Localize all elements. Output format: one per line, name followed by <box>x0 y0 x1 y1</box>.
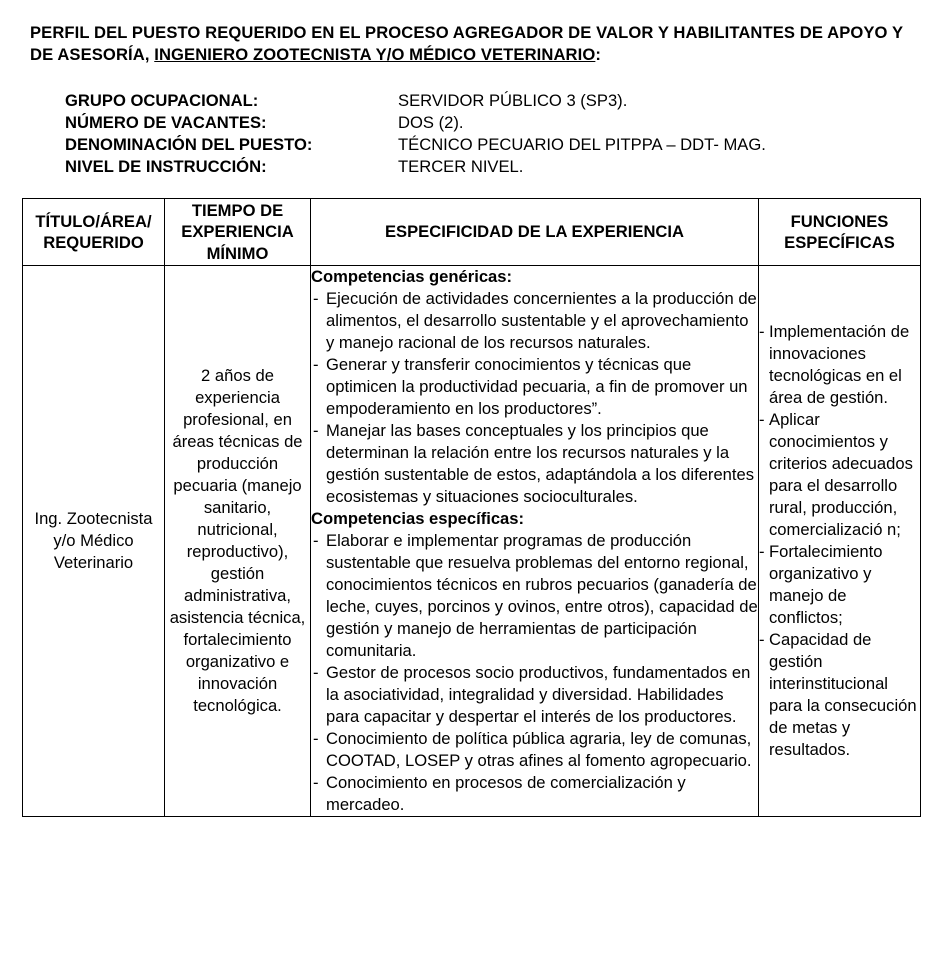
meta-label: GRUPO OCUPACIONAL: <box>65 91 259 110</box>
list-item <box>759 629 920 761</box>
list-item <box>311 662 758 728</box>
list-item <box>759 409 920 541</box>
profile-table <box>22 198 921 817</box>
meta-label: NIVEL DE INSTRUCCIÓN: <box>65 157 267 176</box>
meta-value: SERVIDOR PÚBLICO 3 (SP3). <box>398 91 628 110</box>
title-text: PERFIL DEL PUESTO REQUERIDO EN EL PROCESO AGREGADOR DE VALOR Y HABILITANTES DE APOYO Y DE ASESORÍA, <box>30 23 903 64</box>
dash-bullet: - <box>313 773 319 792</box>
table-header-row <box>23 199 921 266</box>
list-item-text: Aplicar conocimientos y criterios adecuados para el desarrollo rural, producción, comercializació n; <box>769 410 913 539</box>
meta-row <box>65 112 766 134</box>
list-item <box>311 530 758 662</box>
dash-bullet: - <box>313 421 319 440</box>
dash-bullet: - <box>313 531 319 550</box>
list-item-text: Ejecución de actividades concernientes a la producción de alimentos, el desarrollo sustentable y el aprovechamiento y manejo racional de los recursos naturales. <box>326 289 757 352</box>
list-item-text: Implementación de innovaciones tecnológicas en el área de gestión. <box>769 322 910 407</box>
meta-value: TÉCNICO PECUARIO DEL PITPPA – DDT- MAG. <box>398 135 766 154</box>
meta-row <box>65 134 766 156</box>
header-functions: FUNCIONES ESPECÍFICAS <box>759 199 921 266</box>
header-title-area: TÍTULO/ÁREA/ REQUERIDO <box>23 199 165 266</box>
meta-label: DENOMINACIÓN DEL PUESTO: <box>65 135 313 154</box>
job-metadata <box>65 90 766 178</box>
dash-bullet: - <box>313 663 319 682</box>
meta-row <box>65 90 766 112</box>
functions-list <box>759 321 920 761</box>
title-tail: : <box>595 45 601 64</box>
list-item-text: Generar y transferir conocimientos y técnicas que optimicen la productividad pecuaria, a fin de promover un empoderamiento en los productores”. <box>326 355 748 418</box>
specific-competencies-heading: Competencias específicas: <box>311 509 525 528</box>
list-item <box>311 772 758 816</box>
dash-bullet: - <box>313 289 319 308</box>
dash-bullet: - <box>759 410 765 429</box>
dash-bullet: - <box>759 542 765 561</box>
list-item-text: Elaborar e implementar programas de producción sustentable que resuelva problemas del entorno regional, conocimientos técnicos en rubros pecuarios (ganadería de leche, cuyes, porcinos y ovinos, entre otros), capacidad de gestión y manejo de herramientas de participación comunitaria. <box>326 531 758 660</box>
list-item <box>759 541 920 629</box>
dash-bullet: - <box>313 355 319 374</box>
list-item-text: Conocimiento de política pública agraria, ley de comunas, COOTAD, LOSEP y otras afines al fomento agropecuario. <box>326 729 752 770</box>
list-item <box>311 728 758 772</box>
list-item <box>311 288 758 354</box>
header-experience-time: TIEMPO DE EXPERIENCIA MÍNIMO <box>165 199 311 266</box>
meta-row <box>65 156 766 178</box>
cell-functions <box>759 266 921 817</box>
list-item <box>759 321 920 409</box>
list-item <box>311 420 758 508</box>
list-item <box>311 354 758 420</box>
cell-experience-specificity <box>311 266 759 817</box>
generic-competencies-list <box>311 288 758 508</box>
header-experience-specificity: ESPECIFICIDAD DE LA EXPERIENCIA <box>311 199 759 266</box>
list-item-text: Conocimiento en procesos de comercialización y mercadeo. <box>326 773 686 814</box>
cell-experience-time: 2 años de experiencia profesional, en áreas técnicas de producción pecuaria (manejo sanitario, nutricional, reproductivo), gestión administrativa, asistencia técnica, fortalecimiento organizativo e innovación tecnológica. <box>165 266 311 817</box>
title-underlined-text: INGENIERO ZOOTECNISTA Y/O MÉDICO VETERINARIO <box>154 45 596 64</box>
dash-bullet: - <box>759 630 765 649</box>
list-item-text: Manejar las bases conceptuales y los principios que determinan la relación entre los recursos naturales y la gestión sustentable de estos, adaptándola a los diferentes ecosistemas y situaciones socioculturales. <box>326 421 755 506</box>
list-item-text: Fortalecimiento organizativo y manejo de conflictos; <box>769 542 883 627</box>
generic-competencies-heading: Competencias genéricas: <box>311 267 513 286</box>
list-item-text: Gestor de procesos socio productivos, fundamentados en la asociatividad, integralidad y diversidad. Habilidades para capacitar y despertar el interés de los productores. <box>326 663 751 726</box>
meta-value: DOS (2). <box>398 113 464 132</box>
meta-label: NÚMERO DE VACANTES: <box>65 113 267 132</box>
dash-bullet: - <box>313 729 319 748</box>
dash-bullet: - <box>759 322 765 341</box>
table-row <box>23 266 921 817</box>
meta-value: TERCER NIVEL. <box>398 157 524 176</box>
list-item-text: Capacidad de gestión interinstitucional para la consecución de metas y resultados. <box>769 630 917 759</box>
cell-title-area: Ing. Zootecnista y/o Médico Veterinario <box>23 266 165 817</box>
page-title <box>30 22 920 66</box>
specific-competencies-list <box>311 530 758 816</box>
